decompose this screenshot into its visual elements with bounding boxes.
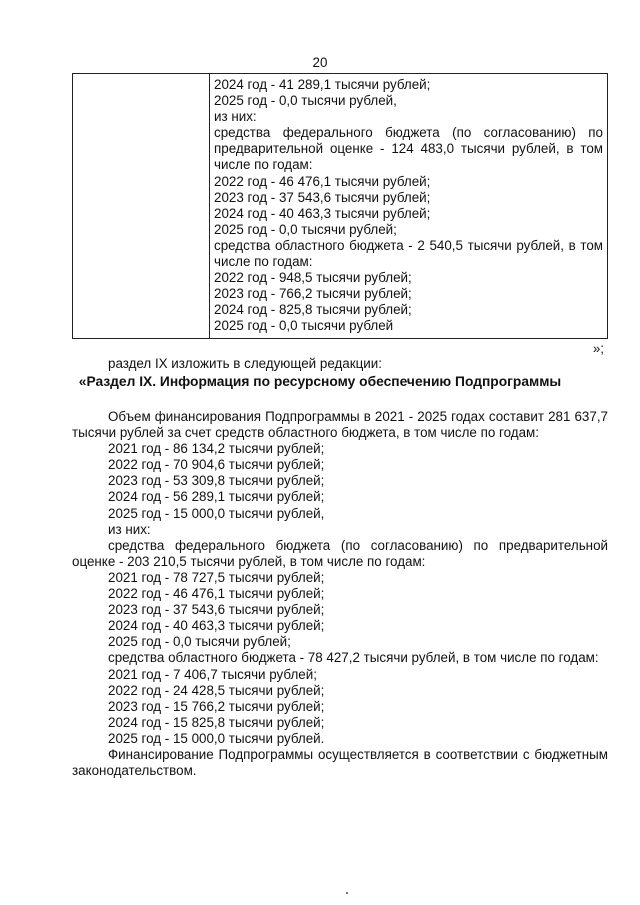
federal-budget-paragraph: средства федерального бюджета (по согласованию) по предварительной оценке - 203 210,5 тысячи рублей, в том числе по годам: (72, 537, 608, 569)
year-line: 2023 год - 15 766,2 тысячи рублей; (108, 698, 325, 714)
year-line: 2024 год - 56 289,1 тысячи рублей; (108, 489, 325, 505)
scan-speck (346, 892, 348, 894)
year-line: 2022 год - 24 428,5 тысячи рублей; (108, 682, 325, 698)
amendment-intro: раздел IX изложить в следующей редакции: (108, 356, 382, 371)
year-line: 2025 год - 0,0 тысячи рублей; (108, 634, 291, 650)
table-line: 2025 год - 0,0 тысячи рублей (214, 318, 394, 334)
of-them-label: из них: (108, 521, 151, 537)
year-line: 2023 год - 37 543,6 тысячи рублей; (108, 602, 325, 618)
table-line: 2025 год - 0,0 тысячи рублей, (214, 93, 397, 109)
financing-basis-paragraph: Финансирование Подпрограммы осуществляется в соответствии с бюджетным законодательством. (72, 746, 608, 779)
year-line: 2021 год - 7 406,7 тысячи рублей; (108, 666, 317, 682)
year-line: 2025 год - 15 000,0 тысячи рублей, (108, 505, 325, 521)
table-left-cell (73, 74, 210, 339)
table-line: 2023 год - 37 543,6 тысячи рублей; (214, 189, 431, 205)
continuation-table (72, 73, 608, 339)
year-line: 2024 год - 15 825,8 тысячи рублей; (108, 714, 325, 730)
financing-paragraph: Объем финансирования Подпрограммы в 2021 - 2025 годах составит 281 637,7 тысячи рублей за счет средств областного бюджета, в том числе по годам: (72, 409, 608, 441)
year-line: 2025 год - 15 000,0 тысячи рублей. (108, 730, 325, 746)
section-heading: «Раздел IX. Информация по ресурсному обеспечению Подпрограммы (78, 374, 562, 389)
year-line: 2021 год - 86 134,2 тысячи рублей; (108, 441, 325, 457)
table-line: 2024 год - 40 463,3 тысячи рублей; (214, 205, 431, 221)
table-line: 2024 год - 825,8 тысячи рублей; (214, 302, 412, 318)
table-right-cell (210, 74, 608, 339)
year-line: 2024 год - 40 463,3 тысячи рублей; (108, 618, 325, 634)
year-line: 2021 год - 78 727,5 тысячи рублей; (108, 569, 325, 585)
page-number: 20 (312, 55, 328, 70)
table-line: средства федерального бюджета (по согласованию) по предварительной оценке - 124 483,0 тысячи рублей, в том числе по годам: (214, 125, 603, 173)
table-line: 2022 год - 46 476,1 тысячи рублей; (214, 173, 431, 189)
year-line: 2022 год - 70 904,6 тысячи рублей; (108, 457, 325, 473)
table-line: 2022 год - 948,5 тысячи рублей; (214, 270, 412, 286)
table-line: 2023 год - 766,2 тысячи рублей; (214, 286, 412, 302)
regional-budget-paragraph: средства областного бюджета - 78 427,2 тысячи рублей, в том числе по годам: (108, 650, 599, 666)
year-line: 2023 год - 53 309,8 тысячи рублей; (108, 473, 325, 489)
table-row (73, 74, 608, 339)
year-line: 2022 год - 46 476,1 тысячи рублей; (108, 586, 325, 602)
table-line: 2024 год - 41 289,1 тысячи рублей; (214, 77, 431, 92)
table-line: 2025 год - 0,0 тысячи рублей; (214, 221, 397, 237)
section-body (72, 409, 608, 779)
table-line: из них: (214, 109, 257, 125)
table-line: средства областного бюджета - 2 540,5 тысячи рублей, в том числе по годам: (214, 237, 603, 270)
closing-quote: »; (592, 341, 604, 356)
